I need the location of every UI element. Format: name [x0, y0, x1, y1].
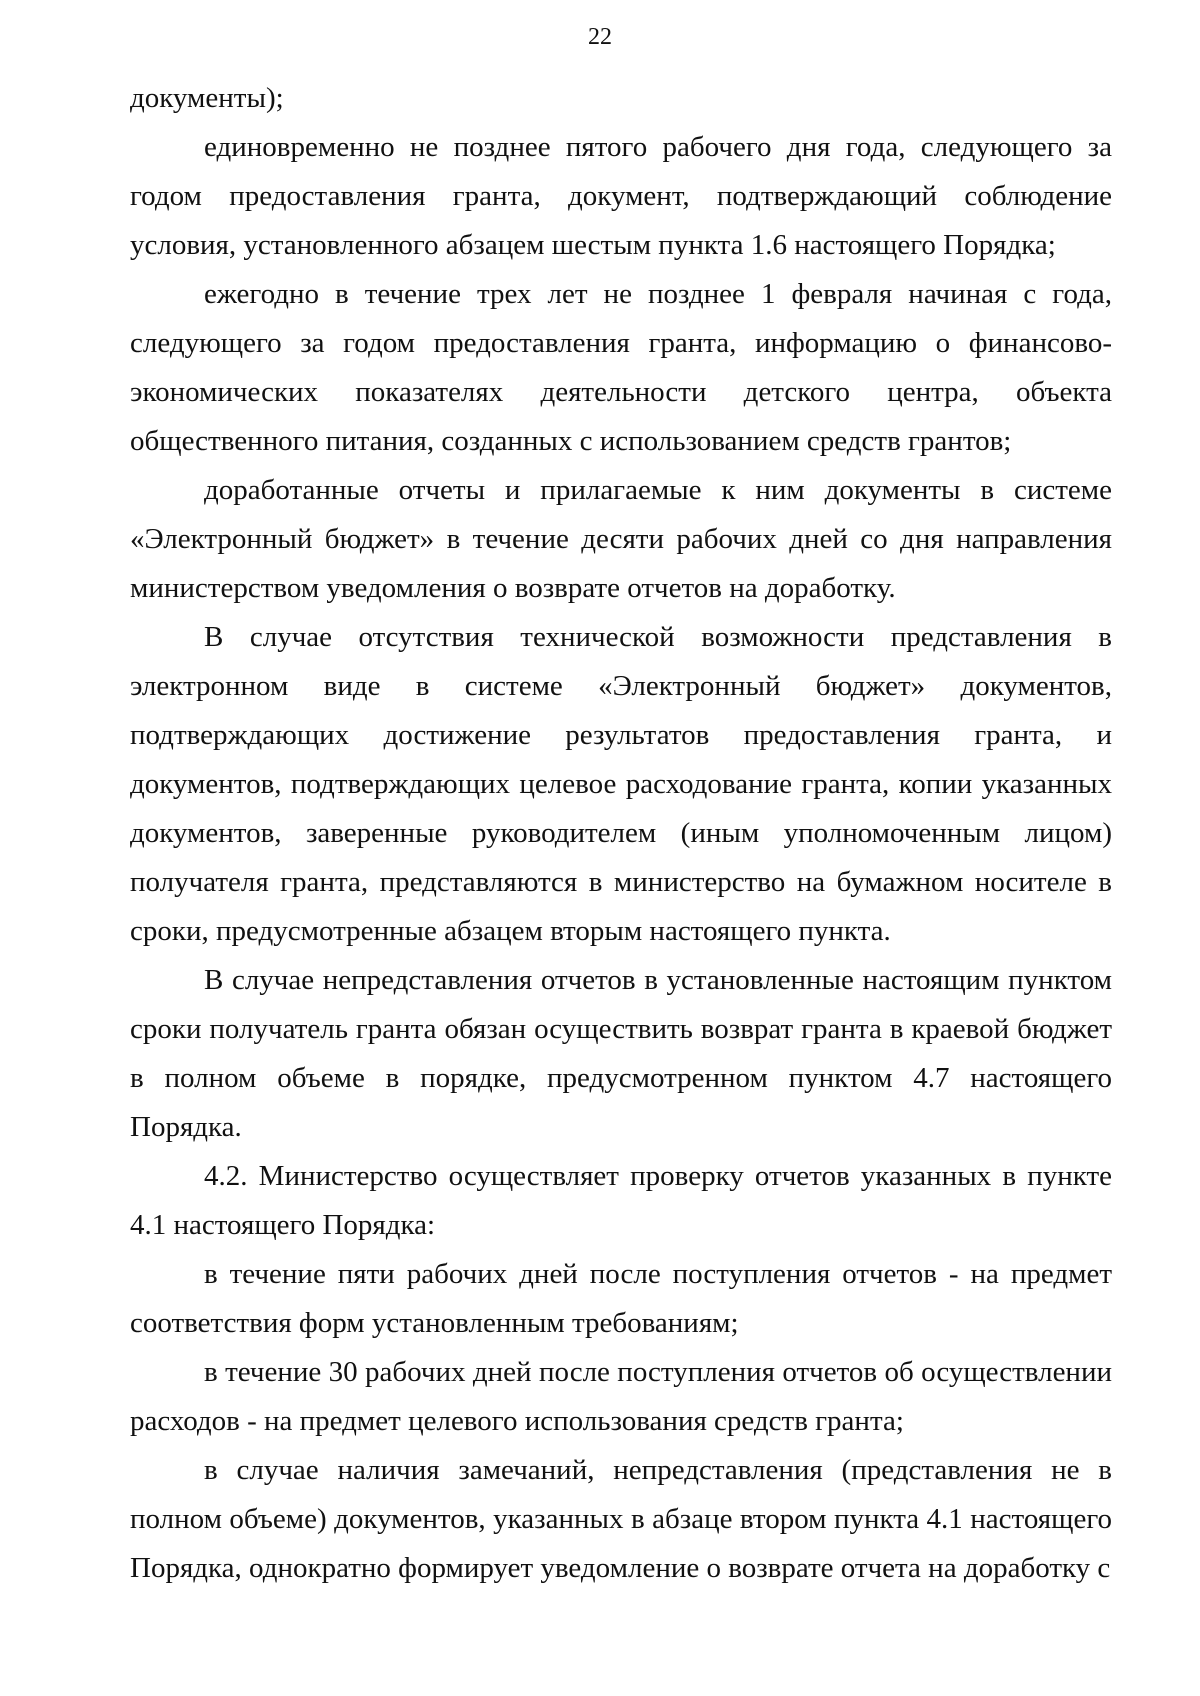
paragraph-form-check: в течение пяти рабочих дней после поступления отчетов - на предмет соответствия форм установленным требованиям;: [130, 1258, 1112, 1339]
paragraph-documents-end: документы);: [130, 82, 284, 114]
paragraph-revised-reports: доработанные отчеты и прилагаемые к ним документы в системе «Электронный бюджет» в течение десяти рабочих дней со дня направления министерством уведомления о возврате отчетов на доработку.: [130, 474, 1112, 604]
document-body: [130, 74, 1112, 1593]
page-number: 22: [588, 24, 612, 50]
paragraph-section-4-2: 4.2. Министерство осуществляет проверку отчетов указанных в пункте 4.1 настоящего Порядка:: [130, 1160, 1112, 1241]
paragraph-annual-financial-info: ежегодно в течение трех лет не позднее 1 февраля начиная с года, следующего за годом предоставления гранта, информацию о финансово-экономических показателях деятельности детского центра, объекта общественного питания, созданных с использованием средств грантов;: [130, 278, 1112, 457]
paragraph-paper-submission: В случае отсутствия технической возможности представления в электронном виде в системе «Электронный бюджет» документов, подтверждающих достижение результатов предоставления гранта, и документов, подтверждающих целевое расходование гранта, копии указанных документов, заверенные руководителем (иным уполномоченным лицом) получателя гранта, представляются в министерство на бумажном носителе в сроки, предусмотренные абзацем вторым настоящего пункта.: [130, 621, 1112, 947]
paragraph-grant-return: В случае непредставления отчетов в установленные настоящим пунктом сроки получатель гранта обязан осуществить возврат гранта в краевой бюджет в полном объеме в порядке, предусмотренном пунктом 4.7 настоящего Порядка.: [130, 964, 1112, 1143]
paragraph-remarks-notice: в случае наличия замечаний, непредставления (представления не в полном объеме) документов, указанных в абзаце втором пункта 4.1 настоящего Порядка, однократно формирует уведомление о возврате отчета на доработку с: [130, 1454, 1112, 1584]
paragraph-expense-check: в течение 30 рабочих дней после поступления отчетов об осуществлении расходов - на предмет целевого использования средств гранта;: [130, 1356, 1112, 1437]
paragraph-one-time-document: единовременно не позднее пятого рабочего дня года, следующего за годом предоставления гранта, документ, подтверждающий соблюдение условия, установленного абзацем шестым пункта 1.6 настоящего Порядка;: [130, 131, 1112, 261]
